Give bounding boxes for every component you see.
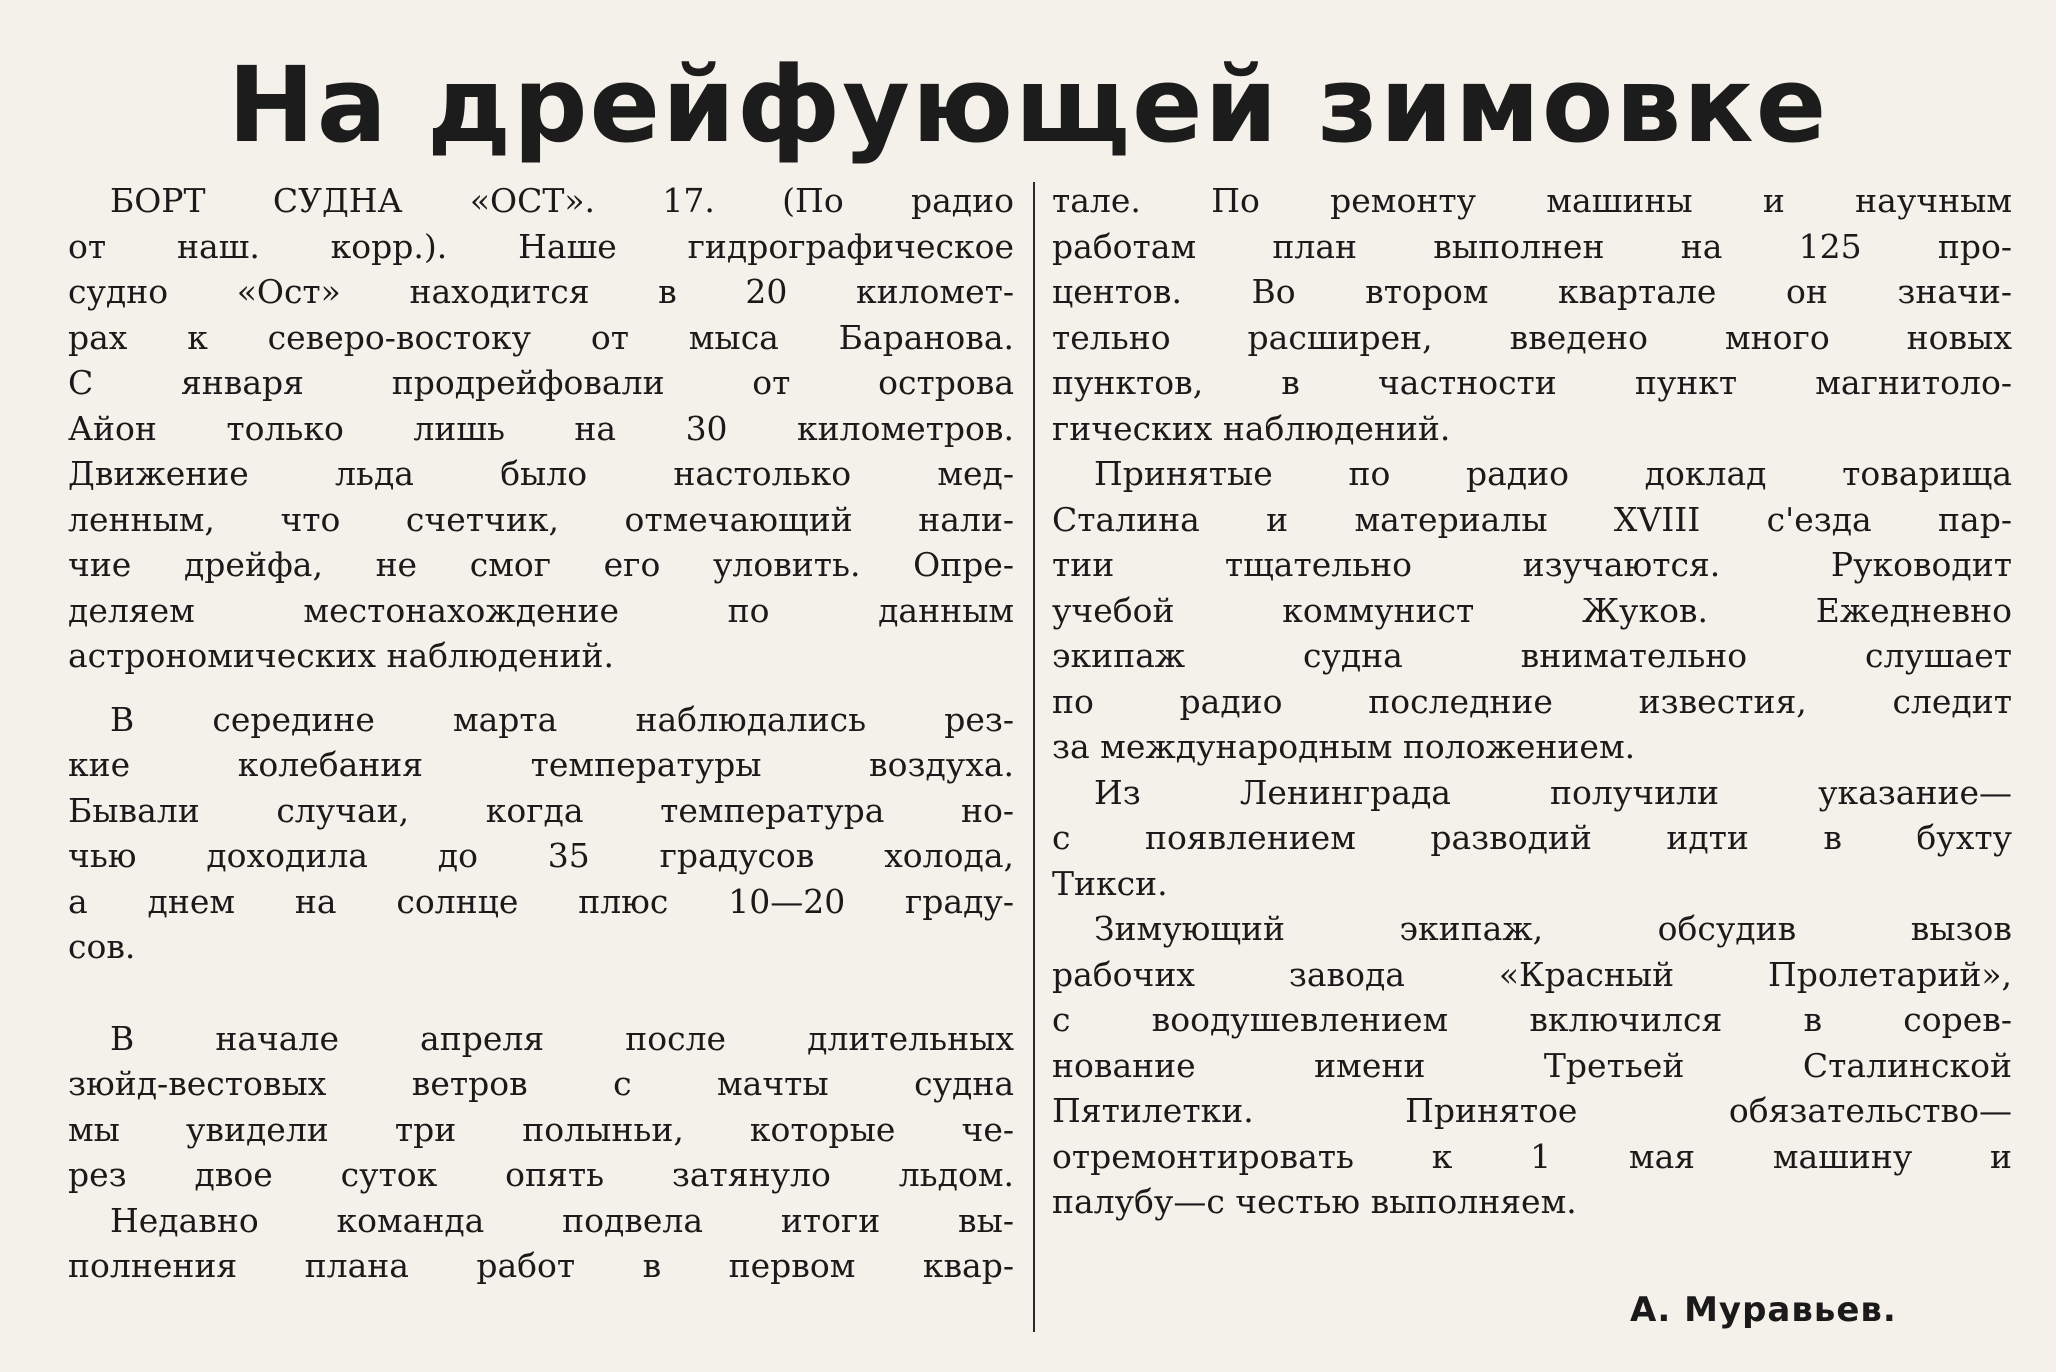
text-line: пунктов, в частности пункт магнитоло- bbox=[1052, 363, 2012, 402]
text-line: В середине марта наблюдались рез- bbox=[110, 699, 1014, 739]
text-line: нование имени Третьей Сталинской bbox=[1052, 1045, 2012, 1085]
text-line: рез двое суток опять затянуло льдом. bbox=[68, 1155, 1014, 1194]
text-line: судно «Ост» находится в 20 километ- bbox=[68, 272, 1014, 311]
text-line: Из Ленинграда получили указание— bbox=[1094, 772, 2012, 812]
article-column-left bbox=[68, 178, 1014, 1289]
text-line: за международным положением. bbox=[1052, 727, 1636, 766]
text-line: учебой коммунист Жуков. Ежедневно bbox=[1052, 590, 2012, 630]
text-line: рабочих завода «Красный Пролетарий», bbox=[1052, 954, 2012, 994]
paragraph-gap bbox=[68, 970, 1014, 1016]
text-line: Зимующий экипаж, обсудив вызов bbox=[1094, 909, 2012, 948]
text-line: с появлением разводий идти в бухту bbox=[1052, 818, 2012, 857]
text-line: от наш. корр.). Наше гидрографическое bbox=[68, 226, 1014, 266]
text-line: БОРТ СУДНА «ОСТ». 17. (По радио bbox=[110, 181, 1014, 220]
text-line: Недавно команда подвела итоги вы- bbox=[110, 1200, 1014, 1240]
text-line: С января продрейфовали от острова bbox=[68, 363, 1014, 402]
text-line: полнения плана работ в первом квар- bbox=[68, 1246, 1014, 1285]
column-divider bbox=[1033, 182, 1035, 1332]
text-line: ленным, что счетчик, отмечающий нали- bbox=[68, 499, 1014, 539]
text-line: с воодушевлением включился в сорев- bbox=[1052, 1000, 2012, 1039]
text-line: Айон только лишь на 30 километров. bbox=[68, 408, 1014, 448]
text-line: Принятые по радио доклад товарища bbox=[1094, 454, 2012, 493]
text-line: экипаж судна внимательно слушает bbox=[1052, 636, 2012, 675]
text-line: тельно расширен, введено много новых bbox=[1052, 317, 2012, 357]
text-line: деляем местонахождение по данным bbox=[68, 590, 1014, 630]
text-line: Пятилетки. Принятое обязательство— bbox=[1052, 1091, 2012, 1130]
author-signature: А. Муравьев. bbox=[1630, 1290, 1897, 1330]
text-line: Сталина и материалы XVIII с'езда пар- bbox=[1052, 499, 2012, 539]
article-column-right bbox=[1052, 178, 2012, 1225]
text-line: рах к северо-востоку от мыса Баранова. bbox=[68, 317, 1014, 357]
text-line: центов. Во втором квартале он значи- bbox=[1052, 272, 2012, 311]
text-line: а днем на солнце плюс 10—20 граду- bbox=[68, 881, 1014, 921]
text-line: чие дрейфа, не смог его уловить. Опре- bbox=[68, 545, 1014, 584]
text-line: астрономических наблюдений. bbox=[68, 636, 615, 675]
text-line: зюйд-вестовых ветров с мачты судна bbox=[68, 1064, 1014, 1103]
text-line: тале. По ремонту машины и научным bbox=[1052, 181, 2012, 220]
text-line: по радио последние известия, следит bbox=[1052, 681, 2012, 721]
text-line: тии тщательно изучаются. Руководит bbox=[1052, 545, 2012, 584]
text-line: чью доходила до 35 градусов холода, bbox=[68, 836, 1014, 875]
text-line: сов. bbox=[68, 927, 136, 966]
text-line: кие колебания температуры воздуха. bbox=[68, 745, 1014, 784]
text-line: палубу—с честью выполняем. bbox=[1052, 1182, 1577, 1221]
text-line: Тикси. bbox=[1052, 863, 1168, 903]
text-line: Бывали случаи, когда температура но- bbox=[68, 790, 1014, 830]
article-headline: На дрейфующей зимовке bbox=[227, 44, 1829, 166]
text-line: мы увидели три полыньи, которые че- bbox=[68, 1109, 1014, 1149]
text-line: Движение льда было настолько мед- bbox=[68, 454, 1014, 493]
paragraph-gap bbox=[68, 679, 1014, 697]
text-line: гических наблюдений. bbox=[1052, 408, 1451, 448]
text-line: работам план выполнен на 125 про- bbox=[1052, 226, 2012, 266]
text-line: В начале апреля после длительных bbox=[110, 1018, 1014, 1058]
text-line: отремонтировать к 1 мая машину и bbox=[1052, 1136, 2012, 1176]
